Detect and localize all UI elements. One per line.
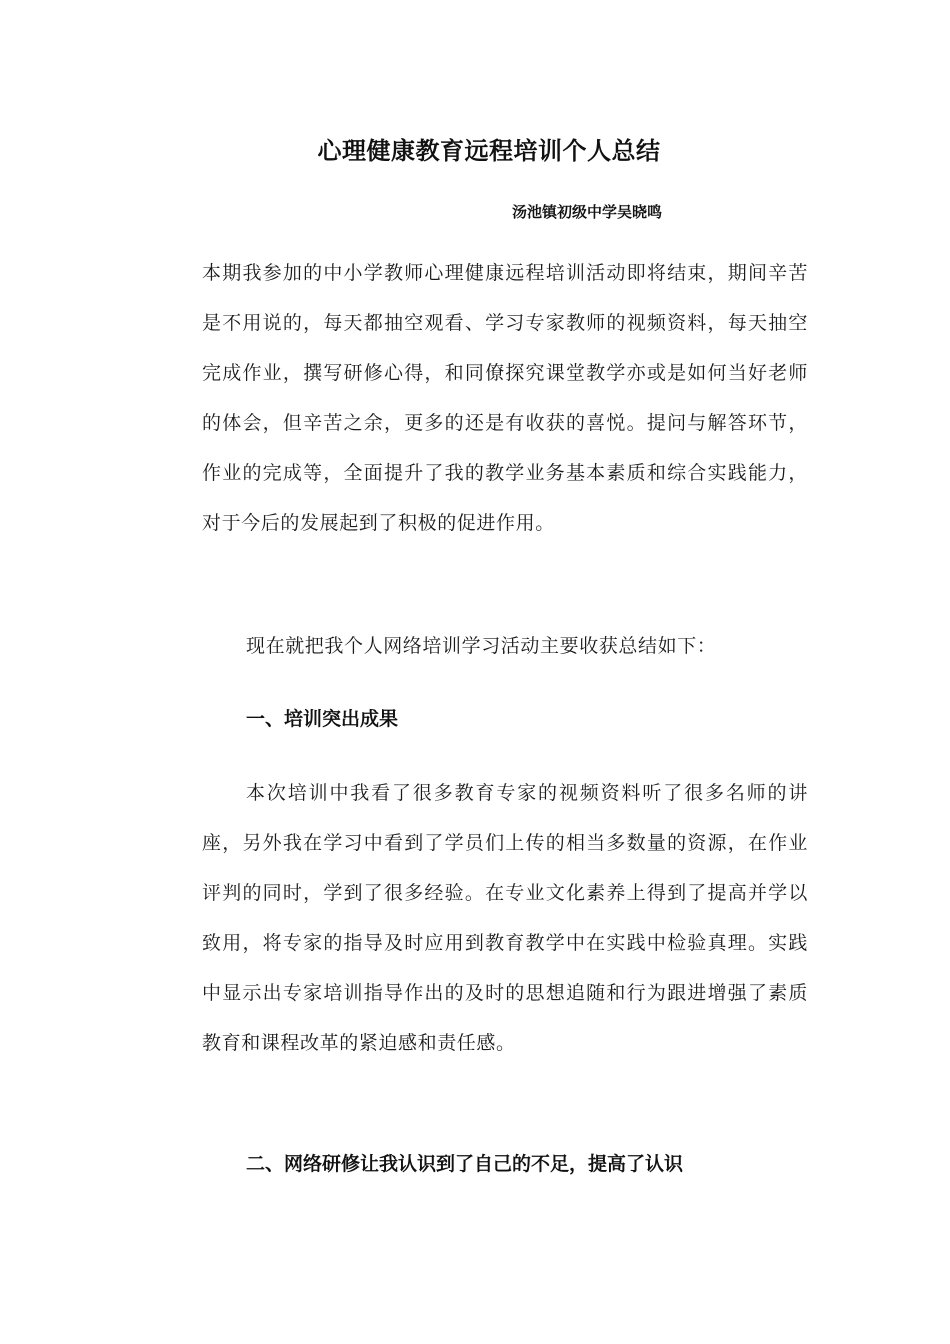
section-heading-1: 一、培训突出成果 [246,708,399,730]
document-author: 汤池镇初级中学吴晓鸣 [512,203,663,221]
section-heading-2: 二、网络研修让我认识到了自己的不足，提高了认识 [246,1153,684,1175]
document-title: 心理健康教育远程培训个人总结 [317,137,661,165]
paragraph-section-1: 本次培训中我看了很多教育专家的视频资料听了很多名师的讲座，另外我在学习中看到了学员们上传的相当多数量的资源，在作业评判的同时，学到了很多经验。在专业文化素养上得到了提高并学以致用，将专家的指导及时应用到教育教学中在实践中检验真理。实践中显示出专家培训指导作出的及时的思想追随和行为跟进增强了素质教育和课程改革的紧迫感和责任感。 [202,782,808,1054]
paragraph-intro: 本期我参加的中小学教师心理健康远程培训活动即将结束，期间辛苦是不用说的，每天都抽空观看、学习专家教师的视频资料，每天抽空完成作业，撰写研修心得，和同僚探究课堂教学亦或是如何当好老师的体会，但辛苦之余，更多的还是有收获的喜悦。提问与解答环节，作业的完成等，全面提升了我的教学业务基本素质和综合实践能力，对于今后的发展起到了积极的促进作用。 [202,262,808,534]
paragraph-summary-lead: 现在就把我个人网络培训学习活动主要收获总结如下： [246,635,717,657]
